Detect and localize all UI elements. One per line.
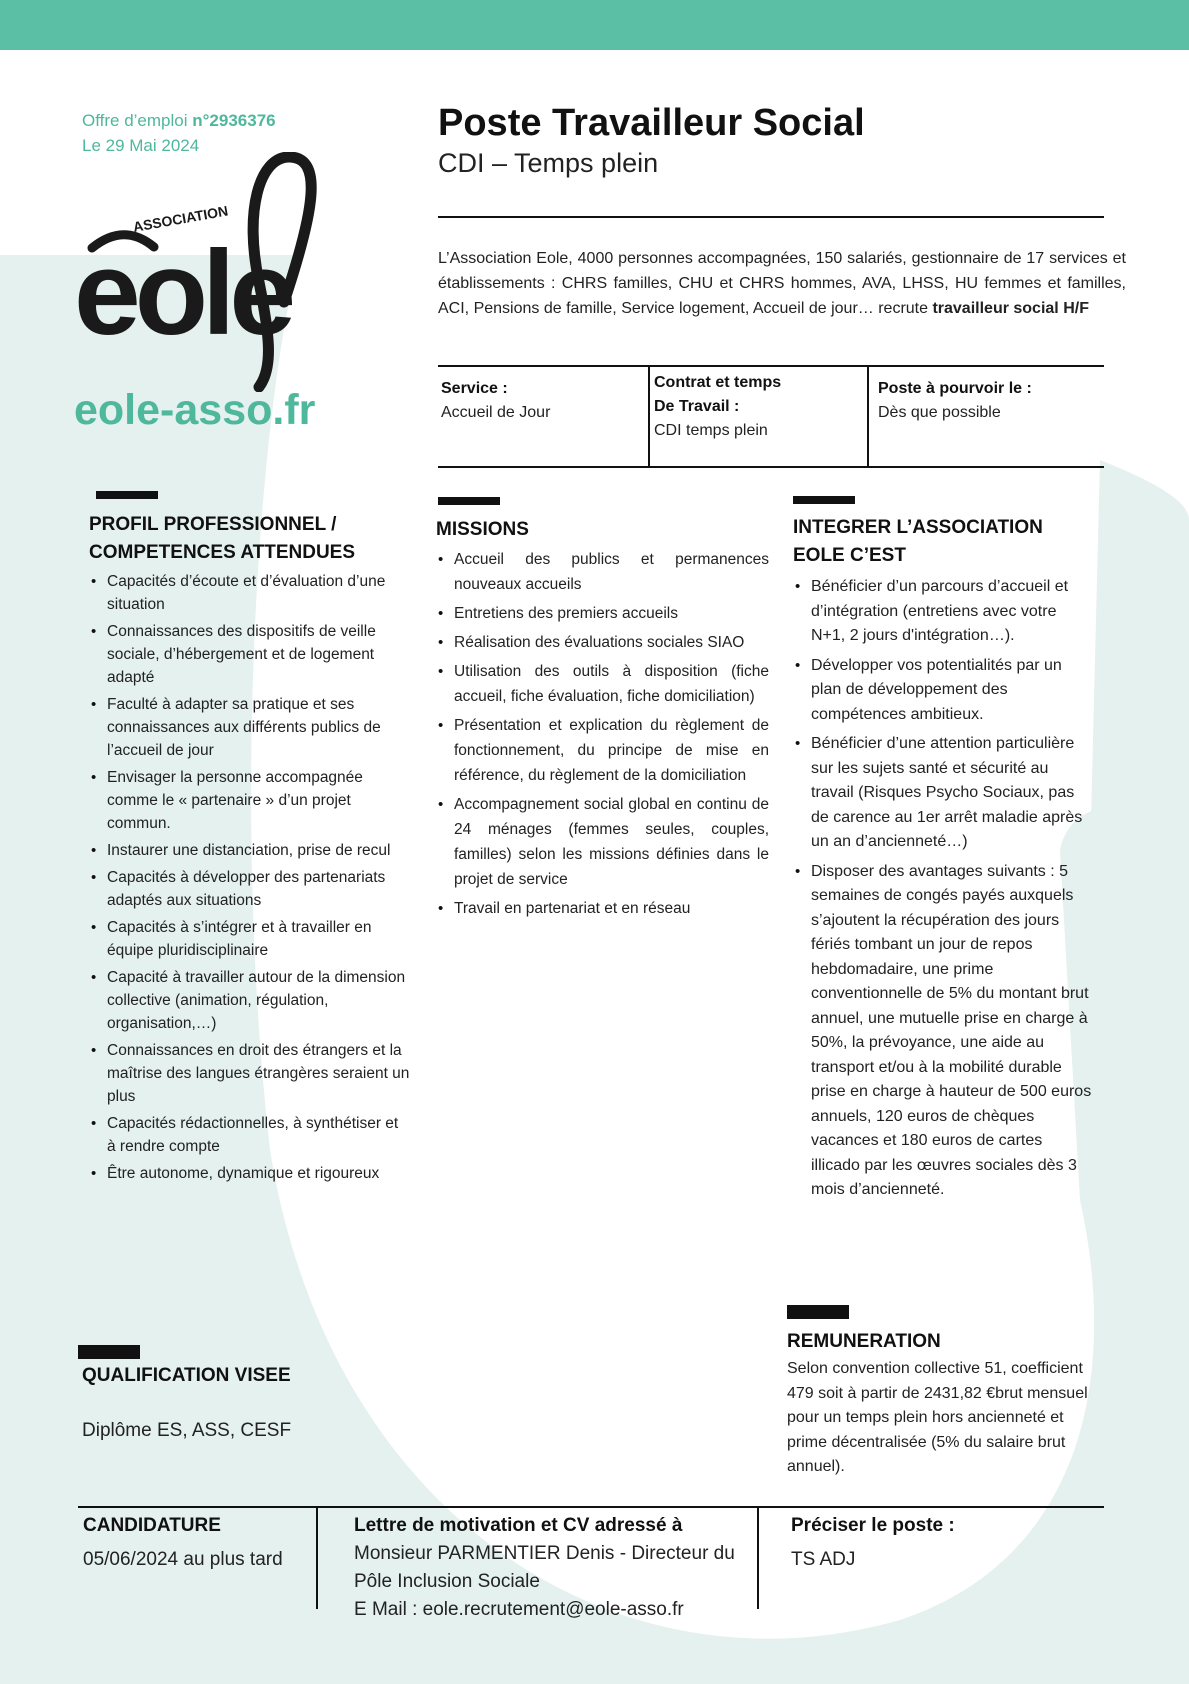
service-label: Service :: [441, 380, 508, 397]
section-marker: [787, 1305, 849, 1319]
list-item: • Être autonome, dynamique et rigoureux: [89, 1162, 411, 1185]
list-item: • Réalisation des évaluations sociales SIAO: [436, 630, 769, 655]
list-item: • Instaurer une distanciation, prise de recul: [89, 839, 411, 862]
title-divider: [438, 216, 1104, 218]
letter-label: Lettre de motivation et CV adressé à: [354, 1515, 683, 1536]
page-title: Poste Travailleur Social: [438, 102, 865, 144]
list-item: • Capacités rédactionnelles, à synthétiser et à rendre compte: [89, 1112, 411, 1158]
page-subtitle: CDI – Temps plein: [438, 148, 659, 178]
info-table-divider: [648, 366, 650, 467]
candidature-divider: [316, 1507, 318, 1609]
candidature-address-cell: [354, 1512, 754, 1624]
info-table-divider: [867, 366, 869, 467]
service-value: Accueil de Jour: [441, 404, 551, 421]
list-item: • Faculté à adapter sa pratique et ses connaissances aux différents publics de l’accueil de jour: [89, 693, 411, 762]
section-marker: [793, 496, 855, 504]
candidature-deadline-cell: [83, 1512, 311, 1574]
eole-logo: [74, 152, 344, 392]
offer-number: Offre d’emploi n°2936376: [82, 111, 276, 130]
contract-label-1: Contrat et temps: [654, 374, 782, 391]
contract-value: CDI temps plein: [654, 422, 768, 439]
qualification-value: Diplôme ES, ASS, CESF: [82, 1420, 292, 1441]
top-banner: [0, 0, 1189, 50]
list-item: • Capacité à travailler autour de la dimension collective (animation, régulation, organisation,…): [89, 966, 411, 1035]
candidature-label: CANDIDATURE: [83, 1515, 221, 1536]
info-table-bottom-border: [438, 466, 1104, 468]
recipient-line-2: Pôle Inclusion Sociale: [354, 1571, 540, 1592]
list-item: • Utilisation des outils à disposition (fiche accueil, fiche évaluation, fiche domiciliation): [436, 659, 769, 709]
list-item: • Capacités d’écoute et d’évaluation d’une situation: [89, 570, 411, 616]
start-value: Dès que possible: [878, 404, 1001, 421]
remuneration-heading: REMUNERATION: [787, 1331, 941, 1352]
intro-paragraph: L’Association Eole, 4000 personnes accompagnées, 150 salariés, gestionnaire de 17 services et établissements : CHRS familles, CHU et CHRS hommes, AVA, LHSS, HU femmes et familles, ACI, Pensions de famille, Service logement, Accueil de jour… recrute travailleur social H/F: [438, 250, 1126, 317]
remuneration-text: Selon convention collective 51, coefficient 479 soit à partir de 2431,82 €brut mensuel pour un temps plein hors ancienneté et prime décentralisée (5% du salaire brut annuel).: [787, 1360, 1088, 1475]
info-table-top-border: [438, 365, 1104, 367]
list-item: • Disposer des avantages suivants : 5 semaines de congés payés auxquels s’ajoutent la récupération des jours fériés tombant un jour de repos hebdomadaire, une prime conventionnelle de 5% du montant brut annuel, une mutuelle prise en charge à 50%, la prévoyance, une aide au transport et/ou à la mobilité durable prise en charge à hauteur de 500 euros annuels, 120 euros de chèques vacances et 180 euros de cartes illicado par les œuvres sociales dès 3 mois d’ancienneté.: [793, 860, 1093, 1203]
list-item: • Capacités à développer des partenariats adaptés aux situations: [89, 866, 411, 912]
info-start: [878, 377, 1098, 425]
list-item: • Travail en partenariat et en réseau: [436, 896, 769, 921]
section-marker: [78, 1345, 140, 1359]
integrer-list: [793, 575, 1093, 1208]
list-item: • Connaissances en droit des étrangers et la maîtrise des langues étrangères seraient un plus: [89, 1039, 411, 1108]
list-item: • Développer vos potentialités par un plan de développement des compétences ambitieux.: [793, 654, 1093, 728]
start-label: Poste à pourvoir le :: [878, 380, 1032, 397]
qualification-heading: QUALIFICATION VISEE: [82, 1365, 291, 1386]
missions-list: [436, 547, 769, 925]
list-item: • Capacités à s’intégrer et à travailler en équipe pluridisciplinaire: [89, 916, 411, 962]
website-link[interactable]: eole-asso.fr: [74, 386, 316, 434]
contract-label-2: De Travail :: [654, 398, 740, 415]
precise-label: Préciser le poste :: [791, 1515, 955, 1536]
list-item: • Connaissances des dispositifs de veille sociale, d’hébergement et de logement adapté: [89, 620, 411, 689]
candidature-position-cell: [791, 1512, 1091, 1574]
precise-value: TS ADJ: [791, 1549, 856, 1570]
list-item: • Accueil des publics et permanences nouveaux accueils: [436, 547, 769, 597]
integrer-heading: INTEGRER L’ASSOCIATION EOLE C’EST: [793, 517, 1043, 566]
candidature-divider: [757, 1507, 759, 1609]
candidature-top-border: [78, 1506, 1104, 1508]
recipient-line-1: Monsieur PARMENTIER Denis - Directeur du: [354, 1543, 735, 1564]
info-contract: [654, 371, 859, 443]
missions-heading: MISSIONS: [436, 519, 529, 540]
section-marker: [96, 491, 158, 499]
list-item: • Accompagnement social global en continu de 24 ménages (femmes seules, couples, familles) selon les missions définies dans le projet de service: [436, 792, 769, 892]
profil-list: [89, 570, 411, 1189]
section-marker: [438, 497, 500, 505]
candidature-deadline: 05/06/2024 au plus tard: [83, 1549, 283, 1570]
offer-date: Le 29 Mai 2024: [82, 136, 200, 155]
svg-text:eole: eole: [74, 226, 291, 360]
list-item: • Bénéficier d’un parcours d’accueil et d’intégration (entretiens avec votre N+1, 2 jours d'intégration…).: [793, 575, 1093, 649]
list-item: • Bénéficier d’une attention particulière sur les sujets santé et sécurité au travail (Risques Psycho Sociaux, pas de carence au 1er arrêt maladie après un an d’ancienneté…): [793, 732, 1093, 855]
info-service: [441, 377, 641, 425]
profil-heading: PROFIL PROFESSIONNEL / COMPETENCES ATTENDUES: [89, 514, 356, 563]
email-link[interactable]: E Mail : eole.recrutement@eole-asso.fr: [354, 1599, 684, 1620]
list-item: • Envisager la personne accompagnée comme le « partenaire » d’un projet commun.: [89, 766, 411, 835]
list-item: • Entretiens des premiers accueils: [436, 601, 769, 626]
svg-text:ASSOCIATION: ASSOCIATION: [131, 202, 230, 235]
list-item: • Présentation et explication du règlement de fonctionnement, du principe de mise en référence, du règlement de la domiciliation: [436, 713, 769, 788]
